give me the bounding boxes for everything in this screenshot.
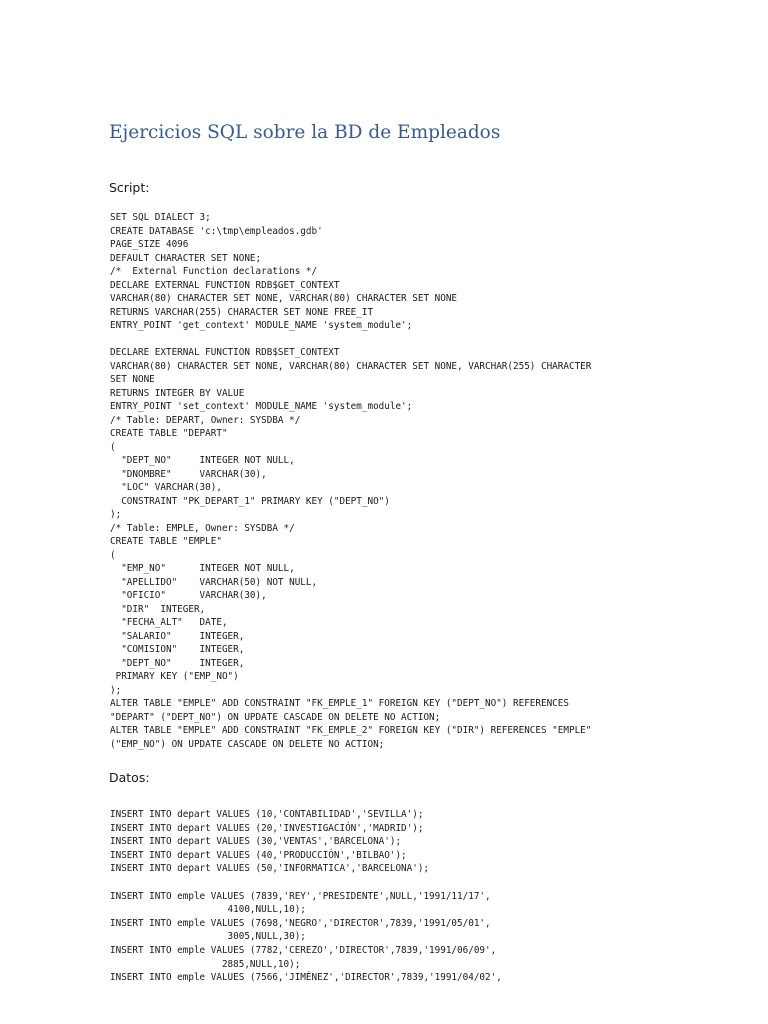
document-title: Ejercicios SQL sobre la BD de Empleados	[109, 122, 501, 143]
script-heading: Script:	[109, 180, 150, 195]
script-code-block: SET SQL DIALECT 3; CREATE DATABASE 'c:\tmp\empleados.gdb' PAGE_SIZE 4096 DEFAULT CHARACTER SET NONE; /* External Function declarations */ DECLARE EXTERNAL FUNCTION RDB$GET_CONTEXT VARCHAR(80) CHARACTER SET NONE, VARCHAR(80) CHARACTER SET NONE RETURNS VARCHAR(255) CHARACTER SET NONE FREE_IT ENTRY_POINT 'get_context' MODULE_NAME 'system_module'; DECLARE EXTERNAL FUNCTION RDB$SET_CONTEXT VARCHAR(80) CHARACTER SET NONE, VARCHAR(80) CHARACTER SET NONE, VARCHAR(255) CHARACTER SET NONE RETURNS INTEGER BY VALUE ENTRY_POINT 'set_context' MODULE_NAME 'system_module'; /* Table: DEPART, Owner: SYSDBA */ CREATE TABLE "DEPART" ( "DEPT_NO" INTEGER NOT NULL, "DNOMBRE" VARCHAR(30), "LOC" VARCHAR(30), CONSTRAINT "PK_DEPART_1" PRIMARY KEY ("DEPT_NO") ); /* Table: EMPLE, Owner: SYSDBA */ CREATE TABLE "EMPLE" ( "EMP_NO" INTEGER NOT NULL, "APELLIDO" VARCHAR(50) NOT NULL, "OFICIO" VARCHAR(30), "DIR" INTEGER, "FECHA_ALT" DATE, "SALARIO" INTEGER, "COMISION" INTEGER, "DEPT_NO" INTEGER, PRIMARY KEY ("EMP_NO") ); ALTER TABLE "EMPLE" ADD CONSTRAINT "FK_EMPLE_1" FOREIGN KEY ("DEPT_NO") REFERENCES "DEPART" ("DEPT_NO") ON UPDATE CASCADE ON DELETE NO ACTION; ALTER TABLE "EMPLE" ADD CONSTRAINT "FK_EMPLE_2" FOREIGN KEY ("DIR") REFERENCES "EMPLE" ("EMP_NO") ON UPDATE CASCADE ON DELETE NO ACTION;	[110, 212, 592, 750]
datos-heading: Datos:	[109, 770, 150, 785]
datos-code-block: INSERT INTO depart VALUES (10,'CONTABILIDAD','SEVILLA'); INSERT INTO depart VALUES (20,'INVESTIGACIÓN','MADRID'); INSERT INTO depart VALUES (30,'VENTAS','BARCELONA'); INSERT INTO depart VALUES (40,'PRODUCCIÓN','BILBAO'); INSERT INTO depart VALUES (50,'INFORMATICA','BARCELONA'); INSERT INTO emple VALUES (7839,'REY','PRESIDENTE',NULL,'1991/11/17', 4100,NULL,10); INSERT INTO emple VALUES (7698,'NEGRO','DIRECTOR',7839,'1991/05/01', 3005,NULL,30); INSERT INTO emple VALUES (7782,'CEREZO','DIRECTOR',7839,'1991/06/09', 2885,NULL,10); INSERT INTO emple VALUES (7566,'JIMÉNEZ','DIRECTOR',7839,'1991/04/02',	[110, 809, 502, 984]
